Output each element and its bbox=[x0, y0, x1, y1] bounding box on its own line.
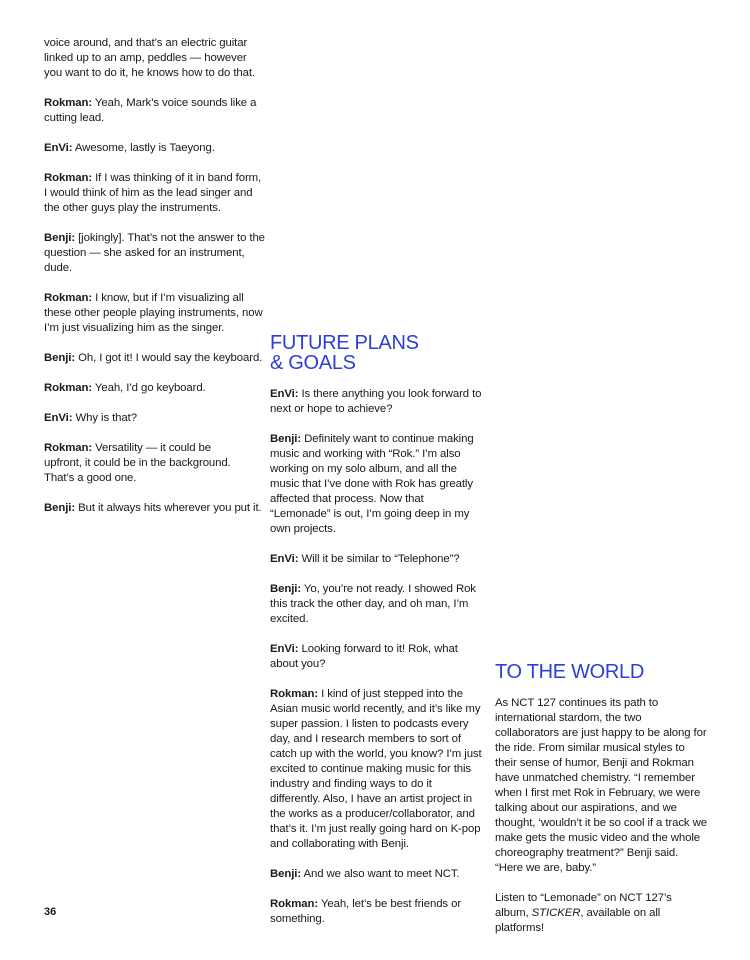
paragraph: Benji: Oh, I got it! I would say the keyboard. bbox=[44, 352, 263, 364]
paragraph: EnVi: Looking forward to it! Rok, what about you? bbox=[270, 643, 458, 670]
speaker-label: EnVi: bbox=[270, 388, 299, 400]
speaker-label: Benji: bbox=[44, 352, 76, 364]
speaker-label: Benji: bbox=[270, 433, 302, 445]
column-2 bbox=[270, 333, 482, 927]
paragraph: Listen to “Lemonade” on NCT 127’s album, STICKER, available on all platforms! bbox=[495, 892, 672, 934]
paragraph: EnVi: Will it be similar to “Telephone”? bbox=[270, 553, 460, 565]
speaker-label: Rokman: bbox=[270, 898, 319, 910]
section-heading-future-plans: FUTURE PLANS & GOALS bbox=[270, 332, 419, 374]
paragraph: Rokman: Versatility — it could be upfront, it could be in the background. That’s a good one. bbox=[44, 442, 231, 484]
speaker-label: EnVi: bbox=[44, 142, 73, 154]
paragraph: voice around, and that’s an electric guitar linked up to an amp, peddles — however you want to do it, he knows how to do that. bbox=[44, 37, 255, 79]
page-number: 36 bbox=[44, 906, 57, 918]
paragraph: Benji: But it always hits wherever you put it. bbox=[44, 502, 262, 514]
paragraph: Rokman: Yeah, let’s be best friends or something. bbox=[270, 898, 462, 925]
speaker-label: Rokman: bbox=[44, 442, 93, 454]
column-1 bbox=[44, 36, 266, 516]
paragraph: Benji: And we also want to meet NCT. bbox=[270, 868, 460, 880]
paragraph: Rokman: I know, but if I’m visualizing all these other people playing instruments, now I’m just visualizing him as the singer. bbox=[44, 292, 263, 334]
speaker-label: Rokman: bbox=[44, 292, 93, 304]
speaker-label: Benji: bbox=[44, 502, 76, 514]
speaker-label: Rokman: bbox=[44, 97, 93, 109]
speaker-label: EnVi: bbox=[270, 553, 299, 565]
speaker-label: EnVi: bbox=[44, 412, 73, 424]
paragraph: EnVi: Awesome, lastly is Taeyong. bbox=[44, 142, 215, 154]
paragraph: Rokman: I kind of just stepped into the Asian music world recently, and it’s like my super passion. I listen to podcasts every day, and I research members to sort of catch up with the world, you know? I’m just excited to continue making music for this industry and finding ways to do it differently. Also, I have an artist project in the works as a producer/collaborator, and that’s it. I’m just really going hard on K-pop and collaborating with Benji. bbox=[270, 688, 482, 850]
speaker-label: Rokman: bbox=[44, 172, 93, 184]
paragraph: Rokman: Yeah, Mark’s voice sounds like a cutting lead. bbox=[44, 97, 257, 124]
column-3 bbox=[495, 662, 707, 936]
paragraph: EnVi: Why is that? bbox=[44, 412, 137, 424]
speaker-label: EnVi: bbox=[270, 643, 299, 655]
paragraph: EnVi: Is there anything you look forward to next or hope to achieve? bbox=[270, 388, 482, 415]
speaker-label: Benji: bbox=[44, 232, 76, 244]
speaker-label: Rokman: bbox=[270, 688, 319, 700]
speaker-label: Benji: bbox=[270, 583, 302, 595]
paragraph: Benji: Yo, you’re not ready. I showed Rok this track the other day, and oh man, I’m excited. bbox=[270, 583, 476, 625]
album-title: STICKER bbox=[531, 907, 581, 919]
paragraph: Rokman: Yeah, I’d go keyboard. bbox=[44, 382, 206, 394]
speaker-label: Benji: bbox=[270, 868, 302, 880]
speaker-label: Rokman: bbox=[44, 382, 93, 394]
paragraph: Rokman: If I was thinking of it in band form, I would think of him as the lead singer and the other guys play the instruments. bbox=[44, 172, 262, 214]
paragraph: Benji: [jokingly]. That’s not the answer to the question — she asked for an instrument, dude. bbox=[44, 232, 265, 274]
section-heading-to-the-world: TO THE WORLD bbox=[495, 661, 645, 683]
paragraph: Benji: Definitely want to continue making music and working with “Rok.” I’m also working on my solo album, and all the music that I’ve done with Rok has greatly affected that process. Now that “Lemonade” is out, I’m going deep in my own projects. bbox=[270, 433, 474, 535]
paragraph: As NCT 127 continues its path to international stardom, the two collaborators are just happy to be along for the ride. From similar musical styles to their sense of humor, Benji and Rokman have unmatched chemistry. “I remember when I first met Rok in February, we were talking about our aspirations, and we thought, ‘wouldn’t it be so cool if a track we make gets the music video and the whole choreography treatment?” Benji said. “Here we are, baby.” bbox=[495, 697, 707, 874]
